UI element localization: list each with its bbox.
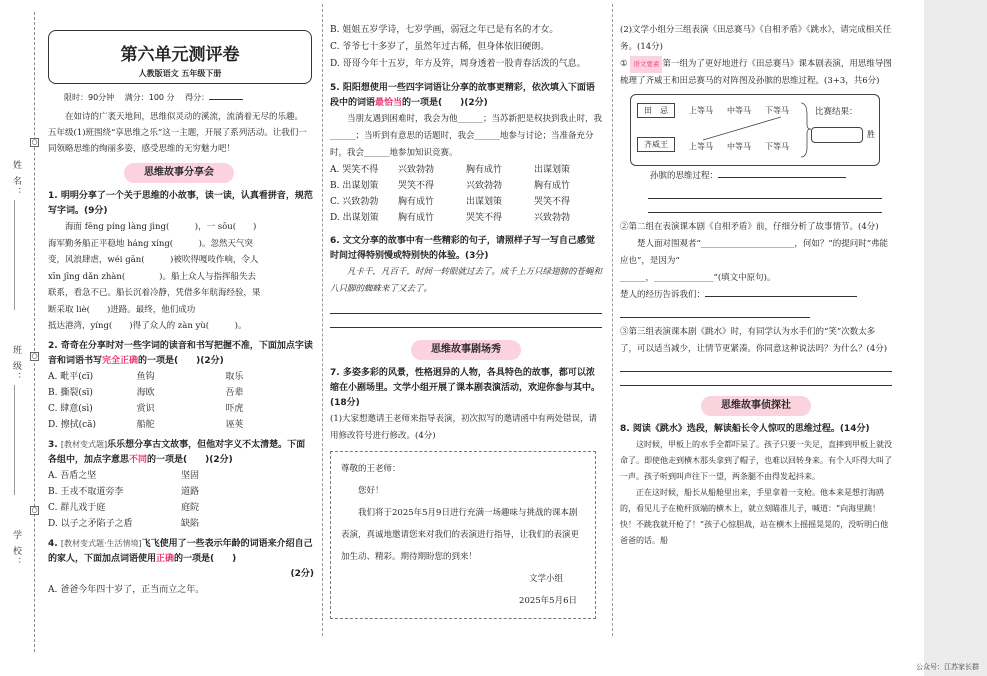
result-answer-box[interactable] [811, 127, 863, 143]
question-stem: 7. 多姿多彩的风景，性格迥异的人物，各具特色的故事，都可以浓缩在小剧场里。文学小组开展了课本剧表演活动，欢迎你参与其中。(18分) [330, 368, 601, 408]
name-label: 姓 名： [11, 160, 21, 198]
sub-question-1: (1)大家想邀请王老师来指导表演，初次拟写的邀请函中有两处错误，请用修改符号进行修改。(4分) [330, 414, 598, 441]
question-6 [330, 234, 602, 328]
options [330, 162, 602, 226]
question-1 [44, 189, 314, 335]
section-banner-theatre: 思维故事剧场秀 [411, 340, 521, 360]
answer-line[interactable] [620, 372, 892, 386]
letter-greeting: 尊敬的王老师： [341, 464, 401, 474]
section-banner-detective: 思维故事侦探社 [701, 396, 811, 416]
column-2 [330, 0, 602, 619]
question-stem: 6. 文文分享的故事中有一些精彩的句子，请照样子写一写自己感觉时间过得特别慢或特别快的体验。(3分) [330, 236, 595, 261]
option-row[interactable]: C. 群儿戏于庭 庭院 [48, 502, 200, 513]
footer-note: 公众号：江苏家长群 [916, 663, 979, 671]
pinyin-line[interactable]: xīn jīng dǎn zhàn( )。船上众人与指挥船失去 [48, 271, 256, 282]
column-3 [620, 0, 892, 549]
question-stem: 3. [教材变式题]乐乐想分享古文故事，但他对字义不太清楚。下面各组中，加点字意思不同的一项是( )(2分) [48, 439, 306, 465]
name-line [14, 200, 15, 310]
horse-race-diagram [630, 94, 880, 166]
option-row[interactable]: A. 哭笑不得 兴致勃勃 胸有成竹 出谋划策 [330, 165, 571, 175]
sub-question-2b-text-b[interactable]: ______，______________”(填文中原句)。 [620, 273, 776, 283]
option-b[interactable]: B. 姐姐五岁学诗，七岁学画，弱冠之年已是有名的才女。 [330, 25, 559, 35]
qiwei-upper: 上等马 [689, 142, 713, 151]
sub-question-2b-text-a[interactable]: 楚人面对围观者“______________________，何如？”的提问时“弗能应也”，是因为“ [620, 239, 889, 266]
option-row[interactable]: A. 吾盾之坚 坚固 [48, 470, 200, 481]
qiwei-lower: 下等马 [765, 142, 789, 151]
question-stem: 2. 奇奇在分享时对一些字词的读音和书写把握不准，下面加点字读音和词语书写完全正确的一项是( )(2分) [48, 340, 313, 366]
time-limit: 限时：90分钟 [64, 93, 115, 102]
intro-text: 在如诗的广袤天地间，思维似灵动的溪流，流淌着无尽的乐趣。五年级(1)班围绕“享思维之乐”这一主题，开展了系列活动。让我们一同领略思维的绚丽多姿，感受思维的无穷魅力吧！ [48, 112, 307, 154]
sub-question-2c: ③第三组表演课本剧《跳水》时，有同学认为水手们的“笑”次数太多了，可以适当减少，让情节更紧凑。你同意这种说法吗？为什么？(4分) [620, 327, 888, 354]
right-margin [924, 0, 987, 676]
pinyin-line[interactable]: 海面 fēng píng làng jìng( )，一 sōu( ) [65, 222, 257, 232]
question-stem: 5. 阳阳想使用一些四字词语让分享的故事更精彩，依次填入下面语段中的词语最恰当的一项是( )(2分) [330, 83, 595, 108]
pinyin-line[interactable]: 海军勤务船正平稳地 háng xíng( )。忽然天气突 [48, 238, 253, 249]
lesson-prompt: 楚人的经历告诉我们： [620, 287, 892, 304]
question-3 [44, 437, 314, 532]
answer-line[interactable] [620, 358, 892, 372]
binding-mark-box: ○ [31, 506, 38, 514]
pinyin-line: 联系，看急不已。船长沉着冷静，凭借多年航海经验，果 [48, 288, 261, 298]
question-stem: 8. 阅读《跳水》选段，解读船长令人惊叹的思维过程。(14分) [620, 424, 870, 434]
invitation-letter [330, 451, 596, 619]
column-1 [44, 0, 314, 598]
question-stem: 4. [教材变式题·生活情境]飞飞使用了一些表示年龄的词语来介绍自己的家人，下面加点词语使用正确的一项是( ) [48, 538, 313, 564]
tianji-lower: 下等马 [765, 106, 789, 115]
class-label: 班 级： [11, 345, 21, 383]
option-row[interactable]: D. 出谋划策 胸有成竹 哭笑不得 兴致勃勃 [330, 213, 571, 223]
answer-line[interactable] [648, 199, 882, 213]
question-8 [620, 422, 892, 549]
answer-line[interactable] [330, 314, 602, 328]
passage-para: 正在这时候，船长从船舱里出来，手里拿着一支枪。他本来是想打海鸥的，看见儿子在桅杆顶端的横木上，就立刻瞄准儿子，喊道：“向海里跳！快！不跳我就开枪了！”孩子心惊胆战，站在横木上摇摇晃晃的，没听明白他爸爸的话。船 [620, 488, 889, 545]
options [48, 468, 314, 532]
cut-line [34, 12, 35, 652]
option-row[interactable]: C. 肆意(sì) 赏识 吓虎 [48, 403, 244, 414]
section-banner-share: 思维故事分享会 [124, 163, 234, 183]
question-stem: 1. 明明分享了一个关于思维的小故事，读一读，认真看拼音，规范写字词。(9分) [48, 191, 313, 216]
page-title: 第六单元测评卷 [120, 45, 240, 65]
answer-line[interactable] [330, 300, 602, 314]
option-row[interactable]: B. 出谋划策 哭笑不得 兴致勃勃 胸有成竹 [330, 181, 571, 191]
class-line [14, 385, 15, 495]
q4-options [330, 22, 602, 73]
answer-blank[interactable] [718, 177, 846, 178]
full-score: 满分：100 分 [124, 93, 175, 102]
binding-mark-box: ○ [31, 352, 38, 360]
qiwei-label: 齐威王 [637, 137, 675, 152]
option-row[interactable]: A. 毗平(cī) 鱼钩 取乐 [48, 371, 244, 382]
pinyin-line[interactable]: 变，风浪肆虐，wéi gān( )被吹得嘎吱作响，令人 [48, 255, 259, 265]
answer-blank[interactable] [705, 296, 857, 297]
option-d[interactable]: D. 哥哥今年十五岁，年方及笄，周身透着一股青春活泼的气息。 [330, 59, 586, 69]
question-4 [44, 536, 314, 598]
tianji-label: 田 忌 [637, 103, 675, 118]
question-body [48, 219, 314, 335]
example-sentence: 凡卡千，凡百千，时间一转眼就过去了。成千上万只绿翅膀的苍蝇和八只脚的蜘蛛来了又去了。 [330, 267, 603, 294]
question-body: 当朋友遇到困难时，我会为他______；当苏新把是权抉到我止时，我______；当听到有意思的话题时，我会______地参与讨论；当准备充分时，我会______地参加知识竞赛。 [330, 114, 603, 158]
question-2 [44, 339, 314, 433]
question-5 [330, 81, 602, 226]
option-row[interactable]: D. 擦拭(cā) 船舵 诬荚 [48, 419, 244, 430]
letter-hello: 您好！ [358, 486, 384, 496]
letter-signature: 文学小组 [528, 574, 563, 584]
letter-body[interactable]: 我们将于2025年5月9日进行充满一场趣味与挑战的课本剧表演，真诚地邀请您来对我们的表演进行指导，让我们的表演更加生动、精彩。期待期盼您的到来！ [341, 508, 580, 562]
column-divider [322, 4, 323, 636]
binding-mark-box: ○ [31, 138, 38, 146]
question-score: (2分) [290, 568, 314, 579]
options [48, 369, 314, 433]
page-subtitle: 人教版语文 五年级下册 [138, 69, 222, 78]
exam-meta [64, 92, 314, 103]
score-blank[interactable] [209, 99, 243, 100]
sub-question-2b: ②第二组在表演课本剧《自相矛盾》前，仔细分析了故事情节。(4分) [620, 222, 879, 232]
tianji-upper: 上等马 [689, 106, 713, 115]
sub-question-2a: ① 语文要素 第一组为了更好地进行《田忌赛马》课本剧表演，用思维导图梳理了齐威王和田忌赛马的对阵图及孙膑的思维过程。(3+3，共6分) [620, 56, 892, 90]
option-c[interactable]: C. 爷爷七十多岁了，虽然年过古稀，但身体依旧硬朗。 [330, 42, 550, 52]
result-label: 比赛结果： [815, 107, 858, 117]
score-label: 得分： [185, 93, 210, 102]
option-a[interactable]: A. 爸爸今年四十岁了，正当而立之年。 [48, 584, 205, 595]
element-tag: 语文要素 [630, 56, 662, 73]
title-box [48, 30, 312, 84]
pinyin-line[interactable]: 断采取 liè( )进路。最终，他们成功 [48, 304, 196, 315]
option-row[interactable]: C. 兴致勃勃 胸有成竹 出谋划策 哭笑不得 [330, 197, 571, 207]
school-label: 学 校： [11, 530, 21, 568]
option-row[interactable]: D. 以子之矛陷子之盾 缺陷 [48, 518, 200, 529]
option-row[interactable]: B. 王戎不取道旁李 道路 [48, 486, 200, 497]
qiwei-middle: 中等马 [727, 142, 751, 151]
sub-question-2: (2)文学小组分三组表演《田忌赛马》《自相矛盾》《跳水》，请完成相关任务。(14分) [620, 25, 892, 52]
column-divider [612, 4, 613, 636]
letter-date: 2025年5月6日 [519, 596, 577, 606]
question-7 [330, 366, 602, 619]
win-label: 胜 [867, 130, 875, 139]
sunbin-prompt: 孙膑的思维过程： [620, 168, 892, 185]
binding-strip [0, 0, 44, 676]
answer-line[interactable] [648, 185, 882, 199]
answer-line[interactable] [620, 304, 810, 318]
pinyin-line[interactable]: 抵达港湾，yíng( )得了众人的 zàn yù( )。 [48, 321, 247, 331]
passage-para: 这时候，甲板上的水手全都吓呆了。孩子只要一失足，直摔到甲板上就没命了。即使他走到横木那头拿到了帽子，也难以回转身来。有个人吓得大叫了一声。孩子听到叫声往下一望，两条腿不由得发起抖来。 [620, 440, 892, 481]
option-row[interactable]: B. 撕裂(sī) 海欧 吾辈 [48, 387, 244, 398]
tianji-middle: 中等马 [727, 106, 751, 115]
